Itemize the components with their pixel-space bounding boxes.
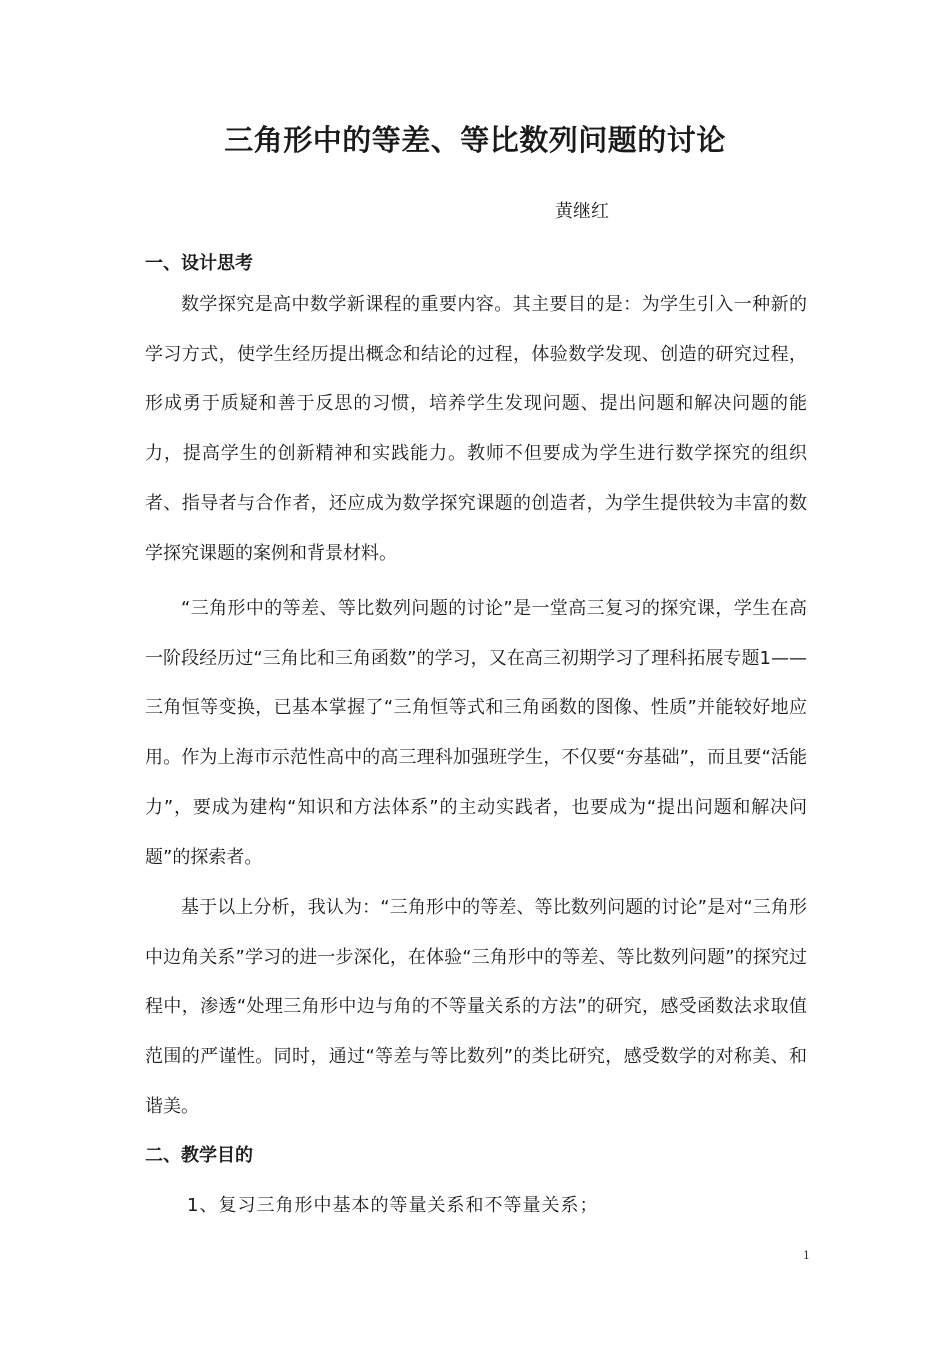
paragraph-design-3: 基于以上分析，我认为：“三角形中的等差、等比数列问题的讨论”是对“三角形中边角关系”学习的进一步深化，在体验“三角形中的等差、等比数列问题”的探究过程中，渗透“处理三角形中边与角的不等量关系的方法”的研究，感受函数法求取值范围的严谨性。同时，通过“等差与等比数列”的类比研究，感受数学的对称美、和谐美。	[145, 897, 807, 1117]
objective-item-1: 1、复习三角形中基本的等量关系和不等量关系；	[187, 1195, 599, 1216]
paragraph-design-1: 数学探究是高中数学新课程的重要内容。其主要目的是：为学生引入一种新的学习方式，使学生经历提出概念和结论的过程，体验数学发现、创造的研究过程，形成勇于质疑和善于反思的习惯，培养学生发现问题、提出问题和解决问题的能力，提高学生的创新精神和实践能力。教师不但要成为学生进行数学探究的组织者、指导者与合作者，还应成为数学探究课题的创造者，为学生提供较为丰富的数学探究课题的案例和背景材料。	[145, 294, 807, 564]
document-title: 三角形中的等差、等比数列问题的讨论	[224, 123, 726, 157]
paragraph-design-2: “三角形中的等差、等比数列问题的讨论”是一堂高三复习的探究课，学生在高一阶段经历过“三角比和三角函数”的学习，又在高三初期学习了理科拓展专题1——三角恒等变换，已基本掌握了“三角恒等式和三角函数的图像、性质”并能较好地应用。作为上海市示范性高中的高三理科加强班学生，不仅要“夯基础”，而且要“活能力”，要成为建构“知识和方法体系”的主动实践者，也要成为“提出问题和解决问题”的探索者。	[145, 598, 807, 868]
section-heading-design: 一、设计思考	[145, 253, 253, 274]
author-name: 黄继红	[555, 201, 609, 222]
page-number: 1	[803, 1249, 810, 1262]
section-heading-objectives: 二、教学目的	[145, 1145, 253, 1166]
